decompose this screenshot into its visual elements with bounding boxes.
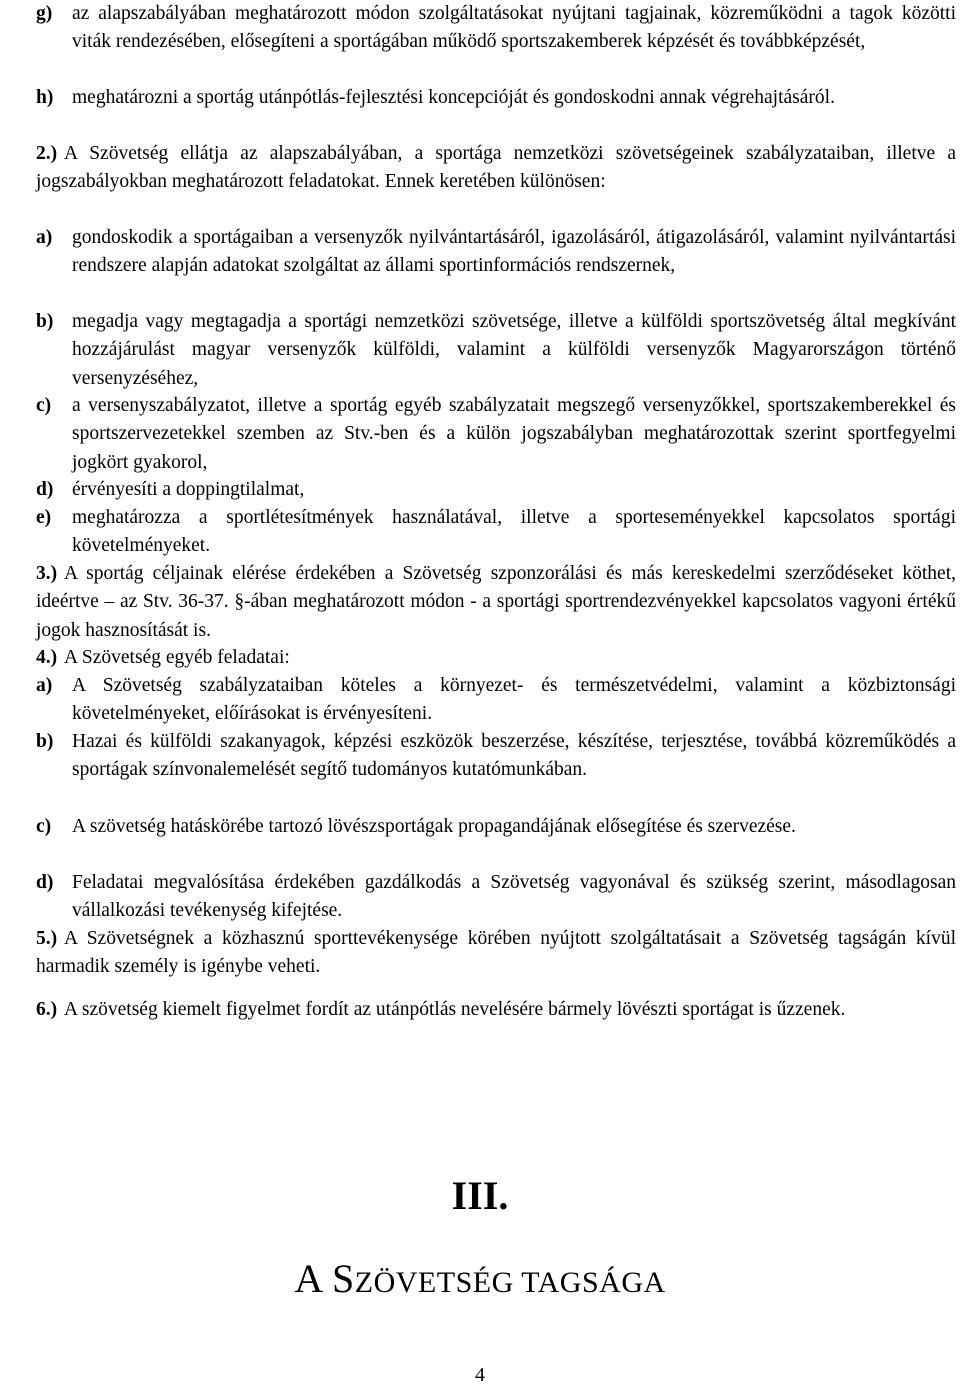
item-label: e) <box>36 507 52 528</box>
item-text: meghatározni a sportág utánpótlás-fejlesztési koncepcióját és gondoskodni annak végrehajtásáról. <box>72 87 835 108</box>
section-label: 2.) <box>36 143 58 164</box>
item-label: b) <box>36 731 54 752</box>
item-label: g) <box>36 3 53 24</box>
item-label: d) <box>36 872 54 893</box>
item-text: megadja vagy megtagadja a sportági nemzetközi szövetsége, illetve a külföldi sportszövetség által megkívánt hozzájárulást magyar versenyzők külföldi, valamint a külföldi versenyzők Magyarországon történő versenyzéséhez, <box>72 311 956 389</box>
item-text: a versenyszabályzatot, illetve a sportág egyéb szabályzatait megszegő versenyzőkkel, sportszakemberekkel és sportszervezetekkel szemben az Stv.-ben és a külön jogszabályban meghatározottak szerint sportfegyelmi jogkört gyakorol, <box>72 395 956 473</box>
item-text: A szövetség hatáskörébe tartozó lövészsportágak propagandájának elősegítése és szervezése. <box>72 816 796 837</box>
item-label: c) <box>36 816 52 837</box>
item-text: Hazai és külföldi szakanyagok, képzési eszközök beszerzése, készítése, terjesztése, továbbá közreműködés a sportágak színvonalemelését segítő tudományos kutatómunkában. <box>72 731 956 781</box>
item-label: a) <box>36 675 53 696</box>
item-label: c) <box>36 395 52 416</box>
section-text: A Szövetség egyéb feladatai: <box>64 647 290 668</box>
item-label: h) <box>36 87 54 108</box>
section-label: 3.) <box>36 563 58 584</box>
item-text: az alapszabályában meghatározott módon szolgáltatásokat nyújtani tagjainak, közreműködni a tagok közötti viták rendezésében, elősegíteni a sportágában működő sportszakemberek képzését és továbbképzését, <box>72 3 956 53</box>
section-text: A sportág céljainak elérése érdekében a Szövetség szponzorálási és más kereskedelmi szerződéseket köthet, ideértve – az Stv. 36-37. §-ában meghatározott módon - a sportági sportrendezvényekkel kapcsolatos vagyoni értékű jogok hasznosítását is. <box>36 563 956 641</box>
chapter-title <box>0 1255 960 1302</box>
item-text: Feladatai megvalósítása érdekében gazdálkodás a Szövetség vagyonával és szükség szerint, másodlagosan vállalkozási tevékenység kifejtése. <box>72 872 956 922</box>
item-text: meghatározza a sportlétesítmények használatával, illetve a sporteseményekkel kapcsolatos sportági követelményeket. <box>72 507 956 557</box>
item-label: b) <box>36 311 54 332</box>
section-label: 4.) <box>36 647 58 668</box>
item-label: a) <box>36 227 53 248</box>
section-label: 5.) <box>36 928 58 949</box>
item-text: érvényesíti a doppingtilalmat, <box>72 479 305 500</box>
section-text: A Szövetségnek a közhasznú sporttevékenysége körében nyújtott szolgáltatásait a Szövetség tagságán kívül harmadik személy is igénybe veheti. <box>36 928 956 978</box>
chapter-title-rest: ZÖVETSÉG TAGSÁGA <box>354 1266 666 1299</box>
item-text: gondoskodik a sportágaiban a versenyzők nyilvántartásáról, igazolásáról, átigazolásáról, valamint nyilvántartási rendszere alapján adatokat szolgáltat az állami sportinformációs rendszernek, <box>72 227 956 277</box>
chapter-title-initial: A S <box>294 1256 355 1301</box>
section-label: 6.) <box>36 999 58 1020</box>
item-label: d) <box>36 479 54 500</box>
chapter-number: III. <box>451 1173 509 1218</box>
page-number: 4 <box>475 1364 485 1386</box>
item-text: A Szövetség szabályzataiban köteles a környezet- és természetvédelmi, valamint a közbiztonsági követelményeket, előírásokat is érvényesíteni. <box>72 675 956 725</box>
section-text: A szövetség kiemelt figyelmet fordít az utánpótlás nevelésére bármely lövészti sportágat is űzzenek. <box>64 999 846 1020</box>
section-text: A Szövetség ellátja az alapszabályában, a sportága nemzetközi szövetségeinek szabályzataiban, illetve a jogszabályokban meghatározott feladatokat. Ennek keretében különösen: <box>36 143 956 193</box>
